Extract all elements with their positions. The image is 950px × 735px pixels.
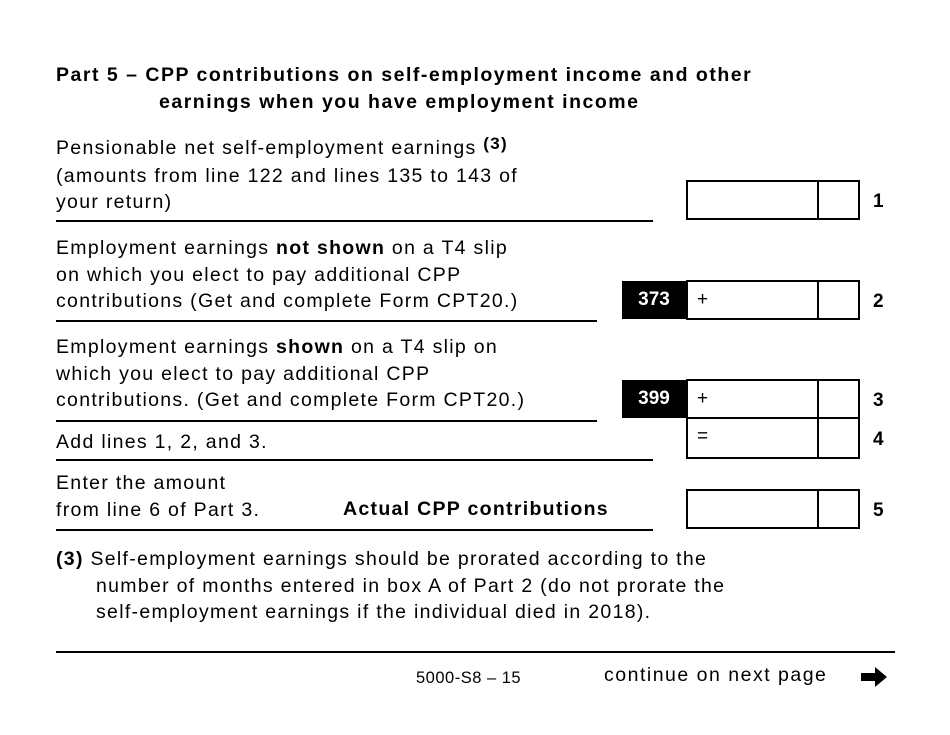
line-1-amount-field[interactable] bbox=[686, 180, 860, 220]
row-3-rule bbox=[56, 420, 597, 422]
row-2-text-a: Employment earnings bbox=[56, 237, 277, 259]
row-1-text-line1: Pensionable net self-employment earnings bbox=[56, 137, 477, 159]
actual-cpp-contributions-label: Actual CPP contributions bbox=[343, 498, 609, 520]
row-3-text-a: Employment earnings bbox=[56, 336, 277, 358]
row-2-text-line3: contributions (Get and complete Form CPT20.) bbox=[56, 290, 519, 312]
line-code-399: 399 bbox=[622, 380, 686, 418]
line-number-2: 2 bbox=[873, 291, 884, 312]
plus-sign: + bbox=[697, 289, 709, 310]
part-title bbox=[56, 62, 896, 116]
row-3-text-line2: which you elect to pay additional CPP bbox=[56, 362, 431, 385]
row-3-text-line3: contributions. (Get and complete Form CPT20.) bbox=[56, 389, 526, 411]
footnote bbox=[56, 546, 916, 626]
line-number-3: 3 bbox=[873, 390, 884, 411]
row-1-rule bbox=[56, 220, 653, 222]
row-2-label bbox=[56, 235, 616, 315]
row-5-rule bbox=[56, 529, 653, 531]
footnote-line3: self-employment earnings if the individual died in 2018). bbox=[96, 601, 652, 623]
line-code-373: 373 bbox=[622, 281, 686, 319]
line-2-amount-field[interactable] bbox=[686, 280, 860, 320]
row-2-text-b: on a T4 slip bbox=[385, 237, 508, 259]
line-5-amount-field[interactable] bbox=[686, 489, 860, 529]
footnote-line2: number of months entered in box A of Part 2 (do not prorate the bbox=[96, 574, 726, 597]
part-title-line2: earnings when you have employment income bbox=[159, 91, 640, 113]
row-2-emphasis: not shown bbox=[276, 237, 386, 259]
row-5-text-line2: from line 6 of Part 3. bbox=[56, 498, 261, 521]
cents-divider bbox=[817, 282, 819, 318]
row-1-text-line3: your return) bbox=[56, 191, 173, 213]
line-number-4: 4 bbox=[873, 429, 884, 450]
cents-divider bbox=[817, 491, 819, 527]
cents-divider bbox=[817, 182, 819, 218]
row-1-label bbox=[56, 135, 656, 216]
row-4-text: Add lines 1, 2, and 3. bbox=[56, 431, 268, 453]
arrow-right-icon bbox=[859, 664, 889, 690]
line-number-5: 5 bbox=[873, 500, 884, 521]
plus-sign: + bbox=[697, 388, 709, 409]
cents-divider bbox=[817, 381, 819, 417]
row-5-label bbox=[56, 470, 356, 523]
footnote-line1: Self-employment earnings should be prorated according to the bbox=[90, 548, 708, 570]
footer-rule bbox=[56, 651, 895, 653]
row-2-rule bbox=[56, 320, 597, 322]
row-3-label bbox=[56, 334, 626, 414]
continue-link[interactable]: continue on next page bbox=[604, 664, 828, 686]
row-2-text-line2: on which you elect to pay additional CPP bbox=[56, 263, 462, 286]
row-5-text-line1: Enter the amount bbox=[56, 472, 227, 494]
row-3-text-b: on a T4 slip on bbox=[344, 336, 499, 358]
form-code: 5000-S8 – 15 bbox=[416, 669, 522, 687]
line-number-1: 1 bbox=[873, 191, 884, 212]
footnote-ref: (3) bbox=[483, 134, 508, 153]
equals-sign: = bbox=[697, 426, 709, 447]
line-4-amount-field[interactable] bbox=[686, 417, 860, 459]
line-3-amount-field[interactable] bbox=[686, 379, 860, 419]
row-1-text-line2: (amounts from line 122 and lines 135 to 143 of bbox=[56, 164, 518, 187]
row-3-emphasis: shown bbox=[276, 336, 345, 358]
row-4-rule bbox=[56, 459, 653, 461]
cents-divider bbox=[817, 419, 819, 457]
row-4-label bbox=[56, 429, 616, 456]
part-title-line1: Part 5 – CPP contributions on self-employment income and other bbox=[56, 64, 753, 86]
footnote-marker: (3) bbox=[56, 548, 84, 570]
